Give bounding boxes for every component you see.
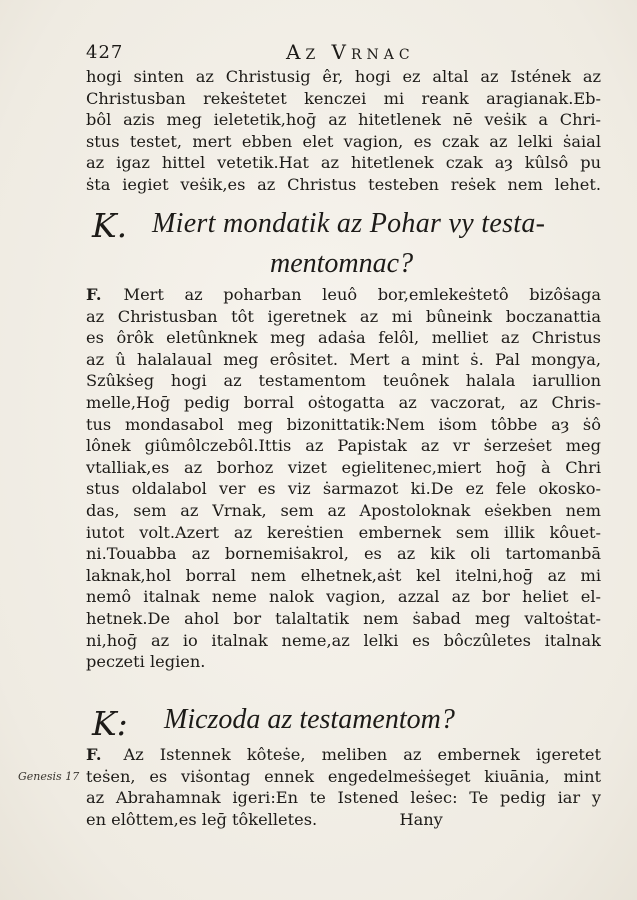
text-line: az Abrahamnak igeri:En te Istened leṡec: Te pedig iar y <box>86 788 601 808</box>
paragraph-3 <box>86 744 601 830</box>
answer-marker: F. <box>86 285 102 304</box>
text-line: melle,Hoḡ pedig borral oṡtogatta az vaczorat, az Chris- <box>86 392 601 412</box>
paragraph-1 <box>86 66 601 196</box>
text-line: stus testet, mert ebben elet vagion, es czak az lelki ṡaial <box>86 131 601 151</box>
text-line: lônek giûmôlczebôl.Ittis az Papistak az vr ṡerzeṡet meg <box>86 436 601 456</box>
text-line: en elôttem,es leḡ tôkelletes. Hany <box>86 809 443 829</box>
question-text-line-1: Miert mondatik az Pohar vy testa- <box>152 208 546 239</box>
text-line: laknak,hol borral nem elhetnek,aṡt kel itelni,hoḡ az mi <box>86 565 601 585</box>
text-line: F. Az Istennek kôteṡe, meliben az embernek igeretet <box>86 745 601 764</box>
text-line: tus mondasabol meg bizonittatik:Nem iṡom tôbbe aȝ ṡô <box>86 414 601 434</box>
text-line: ni,hoḡ az io italnak neme,az lelki es bôczûletes italnak <box>86 630 601 650</box>
question-marker: K. <box>92 206 128 245</box>
question-text-line-2: mentomnac? <box>270 248 414 279</box>
margin-note: Genesis 17 <box>18 770 80 783</box>
text-line: stus oldalabol ver es viz ṡarmazot ki.De ez fele okosko- <box>86 479 601 499</box>
text-line: ni.Touabba az bornemiṡakrol, es az kik oli tartomanbā <box>86 544 601 564</box>
text-line: ṡta iegiet veṡik,es az Christus testeben reṡek nem lehet. <box>86 174 601 194</box>
text-line: hogi sinten az Christusig êr, hogi ez altal az Istének az <box>86 67 601 86</box>
text-line: bôl azis meg ieletetik,hoḡ az hitetlenek nē veṡik a Chri- <box>86 110 601 130</box>
text-line: es ôrôk eletûnknek meg adaṡa felôl, melliet az Christus <box>86 328 601 348</box>
running-head: Az Vrnac <box>286 40 415 64</box>
question-marker: K: <box>92 704 128 743</box>
text-line: Christusban rekeṡtetet kenczei mi reank aragianak.Eb- <box>86 88 601 108</box>
text-line: az Christusban tôt igeretnek az mi bûneink boczanattia <box>86 306 601 326</box>
question-text: Miczoda az testamentom? <box>164 704 455 735</box>
text-line: az igaz hittel vetetik.Hat az hitetlenek czak aȝ kûlsô pu <box>86 153 601 173</box>
text-line: nemô italnak neme nalok vagion, azzal az bor heliet el- <box>86 587 601 607</box>
text-line: hetnek.De ahol bor talaltatik nem ṡabad meg valtoṡtat- <box>86 608 601 628</box>
text-line: Szûkṡeg hogi az testamentom teuônek halala iarullion <box>86 371 601 391</box>
paragraph-2 <box>86 284 601 673</box>
text-line: vtalliak,es az borhoz vizet egielitenec,miert hoḡ à Chri <box>86 457 601 477</box>
answer-marker: F. <box>86 745 102 764</box>
page-number: 427 <box>86 42 124 63</box>
text-line: teṡen, es viṡontag ennek engedelmeṡṡeget kiuānia, mint <box>86 766 601 786</box>
question-heading-1 <box>92 206 602 280</box>
text-line: F. Mert az poharban leuô bor,emlekeṡtetô bizôṡaga <box>86 285 601 304</box>
text-line: az û halalaual meg erôsitet. Mert a mint ṡ. Pal mongya, <box>86 349 601 369</box>
text-line: das, sem az Vrnak, sem az Apostoloknak eṡekben nem <box>86 500 601 520</box>
question-heading-2 <box>92 704 602 744</box>
text-line: peczeti legien. <box>86 652 206 672</box>
text-line: iutot volt.Azert az kereṡtien embernek sem illik kôuet- <box>86 522 601 542</box>
page-header <box>86 38 607 64</box>
